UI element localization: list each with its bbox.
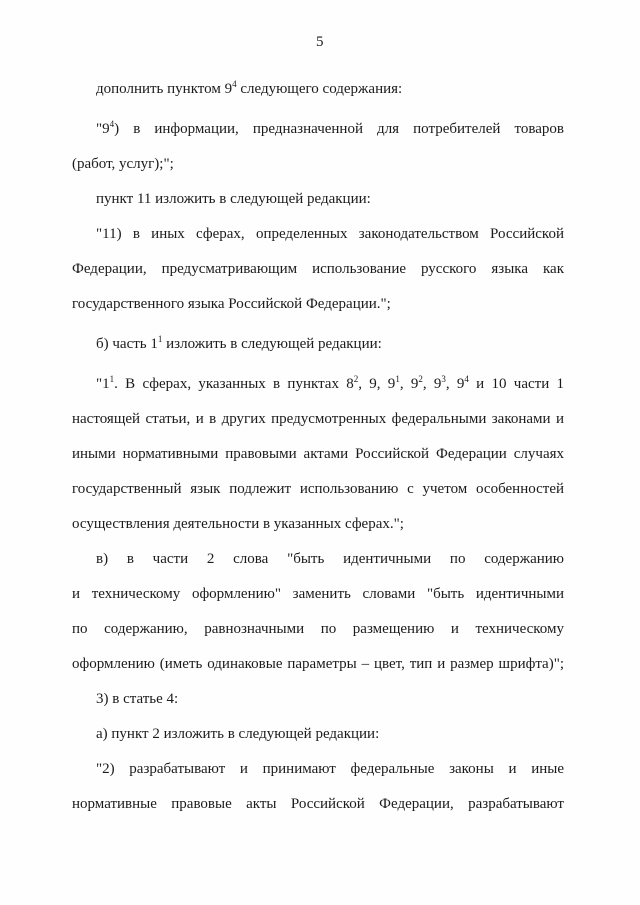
- document-body: [0, 55, 640, 822]
- text-segment: "11) в иных сферах, определенных законодательством Российской: [96, 226, 564, 242]
- text-line: [72, 107, 564, 147]
- text-line: [72, 577, 564, 612]
- text-line: [72, 682, 564, 717]
- text-line: [72, 287, 564, 322]
- text-segment: "2) разрабатывают и принимают федеральные законы и иные: [96, 761, 564, 777]
- paragraph: [72, 717, 564, 752]
- text-segment: по содержанию, равнозначными по размещению и техническому: [72, 621, 564, 637]
- paragraph: [72, 752, 564, 822]
- text-segment: , 9: [399, 376, 419, 392]
- text-line: [72, 252, 564, 287]
- text-line: [72, 437, 564, 472]
- text-line: [72, 647, 564, 682]
- text-segment: дополнить пунктом 9: [96, 81, 233, 97]
- superscript: 1: [395, 374, 400, 384]
- text-segment: государственного языка Российской Федерации.";: [72, 296, 391, 312]
- text-segment: , 9: [422, 376, 442, 392]
- text-line: [72, 362, 564, 402]
- text-segment: "9: [96, 121, 110, 137]
- superscript: 2: [353, 374, 359, 384]
- text-segment: , 9: [445, 376, 465, 392]
- text-line: [72, 182, 564, 217]
- paragraph: [72, 682, 564, 717]
- text-line: [72, 542, 564, 577]
- paragraph: [72, 67, 564, 107]
- text-line: [72, 322, 564, 362]
- text-segment: изложить в следующей редакции:: [162, 336, 382, 352]
- text-segment: и 10 части 1: [468, 376, 564, 392]
- text-segment: следующего содержания:: [236, 81, 403, 97]
- text-segment: Федерации, предусматривающим использование русского языка как: [72, 261, 564, 277]
- text-line: [72, 67, 564, 107]
- text-line: [72, 717, 564, 752]
- text-segment: . В сферах, указанных в пунктах 8: [114, 376, 354, 392]
- text-segment: "1: [96, 376, 110, 392]
- text-segment: нормативные правовые акты Российской Федерации, разрабатывают: [72, 796, 564, 812]
- paragraph: [72, 542, 564, 682]
- paragraph: [72, 362, 564, 542]
- text-line: [72, 612, 564, 647]
- text-segment: ) в информации, предназначенной для потребителей товаров: [114, 121, 564, 137]
- text-line: [72, 472, 564, 507]
- text-segment: пункт 11 изложить в следующей редакции:: [96, 191, 371, 207]
- text-line: [72, 787, 564, 822]
- text-segment: в) в части 2 слова "быть идентичными по содержанию: [96, 551, 564, 567]
- superscript: 4: [109, 119, 115, 129]
- text-segment: государственный язык подлежит использованию с учетом особенностей: [72, 481, 564, 497]
- text-segment: б) часть 1: [96, 336, 158, 352]
- superscript: 1: [157, 334, 163, 344]
- text-line: [72, 752, 564, 787]
- paragraph: [72, 217, 564, 322]
- text-line: [72, 507, 564, 542]
- text-segment: а) пункт 2 изложить в следующей редакции:: [96, 726, 380, 742]
- page-number: 5: [316, 34, 324, 50]
- text-segment: и техническому оформлению" заменить словами "быть идентичными: [72, 586, 564, 602]
- text-segment: осуществления деятельности в указанных сферах.";: [72, 516, 404, 532]
- paragraph: [72, 107, 564, 182]
- text-segment: оформлению (иметь одинаковые параметры – цвет, тип и размер шрифта)";: [72, 656, 564, 672]
- text-segment: , 9, 9: [358, 376, 396, 392]
- paragraph: [72, 322, 564, 362]
- text-line: [72, 402, 564, 437]
- text-segment: 3) в статье 4:: [96, 691, 179, 707]
- text-segment: (работ, услуг);";: [72, 156, 174, 172]
- superscript: 4: [232, 79, 237, 89]
- paragraph: [72, 182, 564, 217]
- superscript: 2: [418, 374, 423, 384]
- superscript: 1: [109, 374, 115, 384]
- text-line: [72, 147, 564, 182]
- text-segment: настоящей статьи, и в других предусмотренных федеральными законами и: [72, 411, 564, 427]
- text-line: [72, 217, 564, 252]
- superscript: 3: [441, 374, 446, 384]
- text-segment: иными нормативными правовыми актами Российской Федерации случаях: [72, 446, 564, 462]
- superscript: 4: [464, 374, 469, 384]
